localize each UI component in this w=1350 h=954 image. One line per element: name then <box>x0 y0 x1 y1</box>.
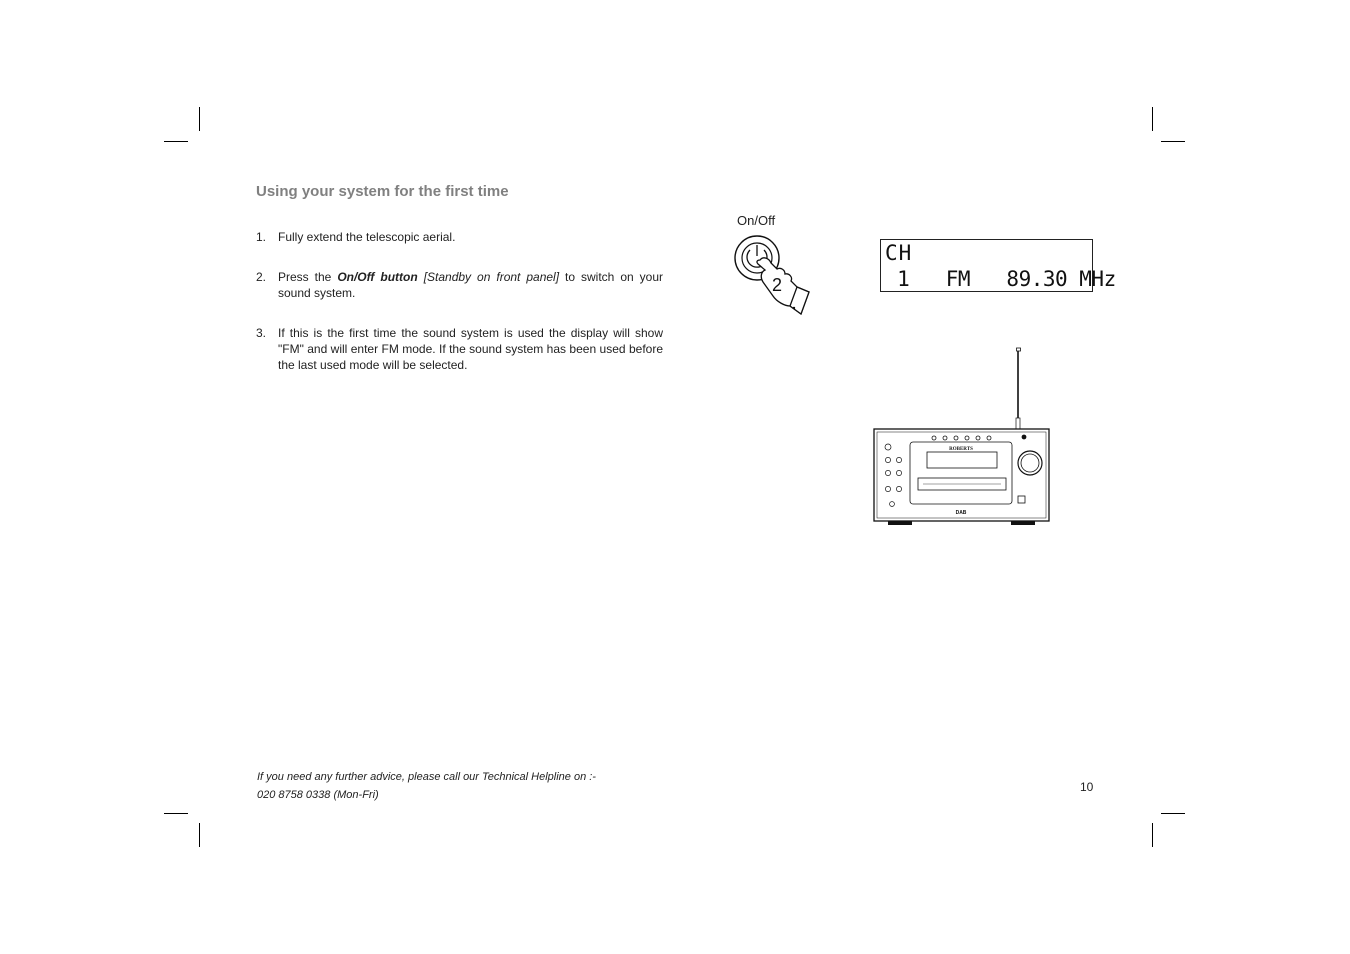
step-number: 3. <box>256 326 267 340</box>
helpline-footer <box>257 768 596 804</box>
lcd-display <box>880 239 1116 292</box>
crop-mark <box>1152 823 1153 847</box>
crop-mark <box>199 823 200 847</box>
step-text <box>278 269 663 301</box>
list-item <box>256 325 663 373</box>
lcd-line-2: 1 FM 89.30 MHz <box>885 267 1116 291</box>
crop-mark <box>1152 107 1153 131</box>
footer-phone: 020 8758 0338 (Mon-Fri) <box>257 789 379 801</box>
list-item <box>256 269 663 301</box>
pressing-hand-icon <box>727 230 817 320</box>
dab-logo-icon: DAB <box>955 510 967 516</box>
step-number: 1. <box>256 230 267 244</box>
on-off-label: On/Off <box>737 213 776 228</box>
callout-number: 2 <box>772 275 783 295</box>
instruction-list <box>256 229 663 397</box>
page-number: 10 <box>1080 780 1094 794</box>
crop-mark <box>164 813 188 814</box>
footer-line: If you need any further advice, please call our Technical Helpline on :- <box>257 771 596 783</box>
step-text-post: to switch on your sound system. <box>278 270 663 300</box>
crop-mark <box>1161 813 1185 814</box>
radio-unit-illustration <box>868 346 1058 530</box>
lcd-line-1: CH <box>885 241 913 265</box>
brand-logo: ROBERTS <box>949 447 973 452</box>
step-number: 2. <box>256 270 267 284</box>
crop-mark <box>164 141 188 142</box>
step-text-pre: Press the <box>278 270 338 284</box>
list-item <box>256 229 663 245</box>
step-text-italic: [Standby on front panel] <box>417 270 560 284</box>
crop-mark <box>1161 141 1185 142</box>
step-text: Fully extend the telescopic aerial. <box>278 230 456 244</box>
step-text-bold: On/Off button <box>337 270 418 284</box>
page-title: Using your system for the first time <box>256 183 509 200</box>
step-text: If this is the first time the sound system is used the display will show "FM" and will enter FM mode. If the sound system has been used before the last used mode will be selected. <box>278 326 663 372</box>
crop-mark <box>199 107 200 131</box>
